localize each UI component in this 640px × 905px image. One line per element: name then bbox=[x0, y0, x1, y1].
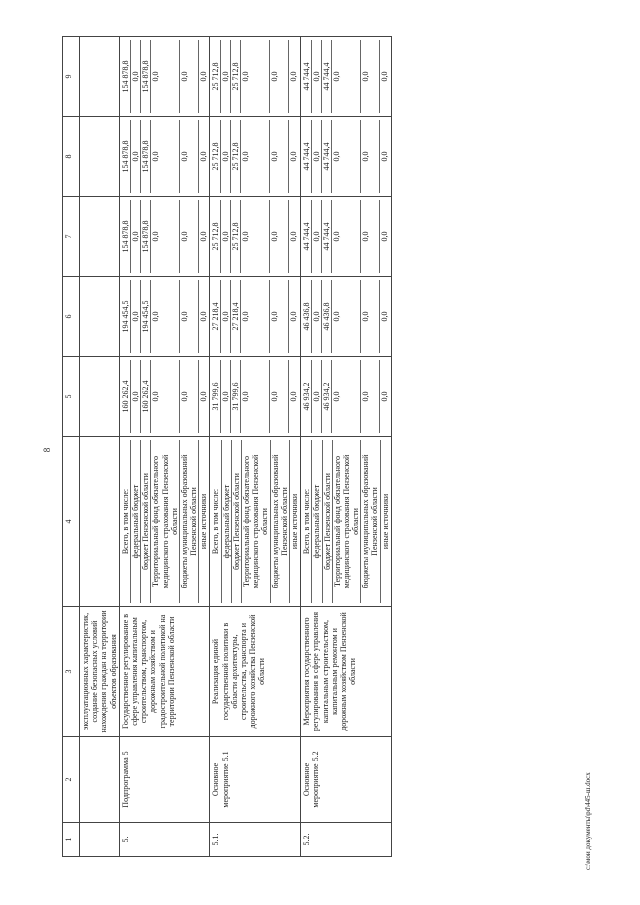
value-cell: 154 878,8 bbox=[121, 200, 131, 273]
column-header-9: 9 bbox=[63, 37, 80, 117]
value-cell: 0,0 bbox=[198, 231, 208, 242]
carry-over-description: эксплуатационных характеристик, создание безопасных условий нахождения граждан на территории объектов образования bbox=[80, 607, 120, 737]
value-cell: 154 878,8 bbox=[121, 120, 131, 193]
funding-source-label: федеральный бюджет bbox=[131, 440, 141, 603]
value-cell: 0,0 bbox=[180, 120, 199, 193]
row-name: Основное мероприятие 5.1 bbox=[210, 737, 301, 823]
value-cell: 0,0 bbox=[151, 360, 180, 433]
value-cell: 0,0 bbox=[221, 120, 231, 193]
value-cell: 0,0 bbox=[380, 391, 390, 402]
value-cell: 0,0 bbox=[270, 120, 289, 193]
year-values-col-6 bbox=[119, 277, 210, 357]
value-cell: 0,0 bbox=[198, 151, 208, 162]
value-cell: 0,0 bbox=[361, 200, 380, 273]
value-cell: 44 744,4 bbox=[302, 120, 312, 193]
value-cell: 0,0 bbox=[131, 40, 141, 113]
value-cell: 0,0 bbox=[270, 40, 289, 113]
value-cell: 31 799,6 bbox=[211, 360, 221, 433]
year-values-col-8 bbox=[210, 117, 301, 197]
row-name: Основное мероприятие 5.2 bbox=[301, 737, 392, 823]
value-cell: 0,0 bbox=[332, 360, 361, 433]
year-values-col-5 bbox=[119, 357, 210, 437]
value-cell: 0,0 bbox=[241, 280, 270, 353]
funding-source-label: бюджеты муниципальных образований Пензенской области bbox=[361, 440, 380, 603]
value-cell: 0,0 bbox=[312, 360, 322, 433]
column-header-7: 7 bbox=[63, 197, 80, 277]
value-cell: 0,0 bbox=[221, 200, 231, 273]
value-cell: 0,0 bbox=[180, 280, 199, 353]
value-cell: 31 799,6 bbox=[231, 360, 241, 433]
value-cell: 0,0 bbox=[361, 280, 380, 353]
value-cell: 27 218,4 bbox=[231, 280, 241, 353]
value-cell: 0,0 bbox=[380, 151, 390, 162]
funding-source-label: Территориальный фонд обязательного медицинского страхования Пензенской области bbox=[242, 440, 271, 603]
value-cell: 0,0 bbox=[312, 40, 322, 113]
row-number: 5.2. bbox=[301, 823, 392, 857]
funding-source-label: федеральный бюджет bbox=[312, 440, 322, 603]
funding-sources bbox=[210, 437, 301, 607]
value-cell: 25 712,8 bbox=[211, 200, 221, 273]
column-header-4: 4 bbox=[63, 437, 80, 607]
value-cell: 0,0 bbox=[270, 280, 289, 353]
year-values-col-8 bbox=[119, 117, 210, 197]
value-cell: 0,0 bbox=[151, 120, 180, 193]
row-description: Реализация единой государственной политики в области архитектуры, строительства, транспорта и дорожного хозяйства Пензенской области bbox=[210, 607, 301, 737]
value-cell: 194 454,5 bbox=[141, 280, 151, 353]
value-cell: 0,0 bbox=[151, 200, 180, 273]
funding-source-label: бюджет Пензенской области bbox=[141, 440, 151, 603]
funding-source-label: бюджеты муниципальных образований Пензенской области bbox=[271, 440, 290, 603]
year-values-col-9 bbox=[119, 37, 210, 117]
table-row bbox=[210, 37, 301, 857]
value-cell: 25 712,8 bbox=[211, 120, 221, 193]
column-header-8: 8 bbox=[63, 117, 80, 197]
value-cell: 0,0 bbox=[289, 311, 299, 322]
value-cell: 160 262,4 bbox=[141, 360, 151, 433]
column-header-2: 2 bbox=[63, 737, 80, 823]
value-cell: 25 712,8 bbox=[231, 120, 241, 193]
value-cell: 194 454,5 bbox=[121, 280, 131, 353]
value-cell: 0,0 bbox=[289, 71, 299, 82]
value-cell: 46 934,2 bbox=[322, 360, 332, 433]
value-cell: 0,0 bbox=[198, 311, 208, 322]
value-cell: 44 744,4 bbox=[322, 200, 332, 273]
column-header-3: 3 bbox=[63, 607, 80, 737]
value-cell: 0,0 bbox=[312, 200, 322, 273]
value-cell: 0,0 bbox=[361, 40, 380, 113]
funding-source-label: иные источники bbox=[289, 493, 299, 550]
value-cell: 0,0 bbox=[270, 360, 289, 433]
value-cell: 0,0 bbox=[131, 120, 141, 193]
value-cell: 25 712,8 bbox=[231, 200, 241, 273]
row-description: Мероприятия государственного регулирования в сфере управления капитальным строительством, капитальным ремонтом и дорожным хозяйством Пензенской области bbox=[301, 607, 392, 737]
value-cell: 0,0 bbox=[380, 231, 390, 242]
header-row bbox=[63, 37, 80, 857]
row-name: Подпрограмма 5 bbox=[119, 737, 210, 823]
value-cell: 0,0 bbox=[312, 280, 322, 353]
value-cell: 0,0 bbox=[180, 200, 199, 273]
value-cell: 0,0 bbox=[151, 280, 180, 353]
funding-source-label: бюджеты муниципальных образований Пензенской области bbox=[180, 440, 199, 603]
value-cell: 0,0 bbox=[241, 120, 270, 193]
value-cell: 160 262,4 bbox=[121, 360, 131, 433]
funding-source-label: иные источники bbox=[380, 493, 390, 550]
column-header-5: 5 bbox=[63, 357, 80, 437]
funding-sources bbox=[301, 437, 392, 607]
value-cell: 0,0 bbox=[241, 360, 270, 433]
value-cell: 0,0 bbox=[151, 40, 180, 113]
value-cell: 0,0 bbox=[221, 280, 231, 353]
value-cell: 154 878,8 bbox=[141, 200, 151, 273]
value-cell: 0,0 bbox=[131, 200, 141, 273]
row-number: 5. bbox=[119, 823, 210, 857]
year-values-col-7 bbox=[210, 197, 301, 277]
year-values-col-8 bbox=[301, 117, 392, 197]
carry-over-row bbox=[80, 37, 120, 857]
year-values-col-6 bbox=[210, 277, 301, 357]
value-cell: 154 878,8 bbox=[141, 40, 151, 113]
funding-source-label: Территориальный фонд обязательного медицинского страхования Пензенской области bbox=[333, 440, 362, 603]
year-values-col-5 bbox=[210, 357, 301, 437]
year-values-col-9 bbox=[301, 37, 392, 117]
value-cell: 0,0 bbox=[180, 360, 199, 433]
table-body bbox=[80, 37, 392, 857]
value-cell: 0,0 bbox=[131, 280, 141, 353]
value-cell: 0,0 bbox=[289, 151, 299, 162]
funding-source-label: федеральный бюджет bbox=[222, 440, 232, 603]
value-cell: 0,0 bbox=[180, 40, 199, 113]
value-cell: 0,0 bbox=[332, 280, 361, 353]
year-values-col-5 bbox=[301, 357, 392, 437]
value-cell: 0,0 bbox=[241, 200, 270, 273]
value-cell: 0,0 bbox=[198, 71, 208, 82]
funding-sources bbox=[119, 437, 210, 607]
budget-table bbox=[62, 36, 392, 857]
funding-source-label: Всего, в том числе: bbox=[211, 440, 221, 603]
value-cell: 46 436,8 bbox=[302, 280, 312, 353]
table-row bbox=[119, 37, 210, 857]
year-values-col-7 bbox=[301, 197, 392, 277]
year-values-col-7 bbox=[119, 197, 210, 277]
value-cell: 27 218,4 bbox=[211, 280, 221, 353]
value-cell: 0,0 bbox=[131, 360, 141, 433]
value-cell: 0,0 bbox=[198, 391, 208, 402]
value-cell: 0,0 bbox=[312, 120, 322, 193]
value-cell: 0,0 bbox=[289, 391, 299, 402]
value-cell: 46 934,2 bbox=[302, 360, 312, 433]
year-values-col-9 bbox=[210, 37, 301, 117]
value-cell: 154 878,8 bbox=[141, 120, 151, 193]
value-cell: 0,0 bbox=[361, 120, 380, 193]
value-cell: 0,0 bbox=[332, 120, 361, 193]
column-header-6: 6 bbox=[63, 277, 80, 357]
value-cell: 46 436,8 bbox=[322, 280, 332, 353]
funding-source-label: иные источники bbox=[199, 493, 209, 550]
value-cell: 0,0 bbox=[380, 311, 390, 322]
value-cell: 0,0 bbox=[221, 360, 231, 433]
page-number: 8 bbox=[42, 447, 52, 453]
row-number: 5.1. bbox=[210, 823, 301, 857]
footer-file-path: c:\мои документы\pd\445-ш.docx bbox=[584, 772, 592, 870]
value-cell: 44 744,4 bbox=[302, 200, 312, 273]
funding-source-label: Всего, в том числе: bbox=[302, 440, 312, 603]
funding-source-label: Всего, в том числе: bbox=[121, 440, 131, 603]
value-cell: 0,0 bbox=[380, 71, 390, 82]
row-description: Государственное регулирование в сфере управления капитальным строительством, транспортом, дорожным хозяйством и градостроительной политикой на территории Пензенской области bbox=[119, 607, 210, 737]
value-cell: 25 712,8 bbox=[211, 40, 221, 113]
column-header-1: 1 bbox=[63, 823, 80, 857]
value-cell: 44 744,4 bbox=[322, 40, 332, 113]
value-cell: 0,0 bbox=[241, 40, 270, 113]
value-cell: 0,0 bbox=[332, 200, 361, 273]
value-cell: 0,0 bbox=[361, 360, 380, 433]
value-cell: 154 878,8 bbox=[121, 40, 131, 113]
value-cell: 0,0 bbox=[221, 40, 231, 113]
budget-table-rotated bbox=[62, 37, 572, 857]
funding-source-label: бюджет Пензенской области bbox=[232, 440, 242, 603]
value-cell: 0,0 bbox=[289, 231, 299, 242]
value-cell: 44 744,4 bbox=[302, 40, 312, 113]
value-cell: 0,0 bbox=[332, 40, 361, 113]
value-cell: 0,0 bbox=[270, 200, 289, 273]
value-cell: 44 744,4 bbox=[322, 120, 332, 193]
year-values-col-6 bbox=[301, 277, 392, 357]
table-row bbox=[301, 37, 392, 857]
funding-source-label: бюджет Пензенской области bbox=[323, 440, 333, 603]
funding-source-label: Территориальный фонд обязательного медицинского страхования Пензенской области bbox=[151, 440, 180, 603]
value-cell: 25 712,8 bbox=[231, 40, 241, 113]
